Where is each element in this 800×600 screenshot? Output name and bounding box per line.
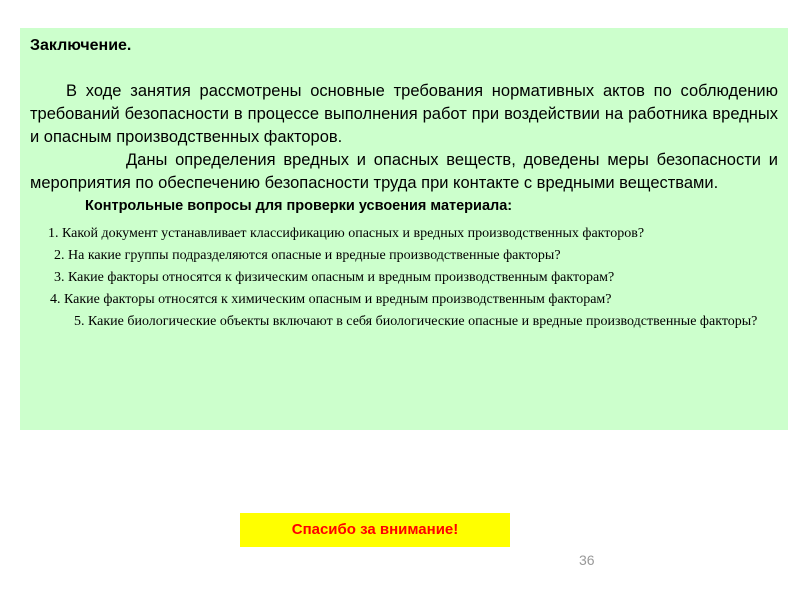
summary-paragraph-1: В ходе занятия рассмотрены основные требования нормативных актов по соблюдению требований безопасности в процессе выполнения работ при воздействии на работника вредных и опасным производственных факторов. — [30, 82, 778, 146]
question-item: 1. Какой документ устанавливает классификацию опасных и вредных производственных факторов? — [48, 226, 645, 241]
question-item: 3. Какие факторы относятся к физическим опасным и вредным производственным факторам? — [54, 270, 615, 285]
page-number: 36 — [579, 552, 595, 568]
conclusion-panel — [20, 28, 788, 430]
questions-heading: Контрольные вопросы для проверки усвоения материала: — [85, 198, 513, 214]
question-item: 2. На какие группы подразделяются опасные и вредные производственные факторы? — [54, 248, 561, 263]
questions-list — [30, 223, 778, 333]
question-item: 4. Какие факторы относятся к химическим опасным и вредным производственным факторам? — [50, 292, 612, 307]
thanks-banner: Спасибо за внимание! — [240, 513, 510, 547]
conclusion-heading: Заключение. — [30, 37, 132, 54]
question-item: 5. Какие биологические объекты включают в себя биологические опасные и вредные производственные факторы? — [74, 314, 758, 329]
summary-paragraph-2: Даны определения вредных и опасных веществ, доведены меры безопасности и мероприятия по обеспечению безопасности труда при контакте с вредными веществами. — [30, 151, 778, 192]
